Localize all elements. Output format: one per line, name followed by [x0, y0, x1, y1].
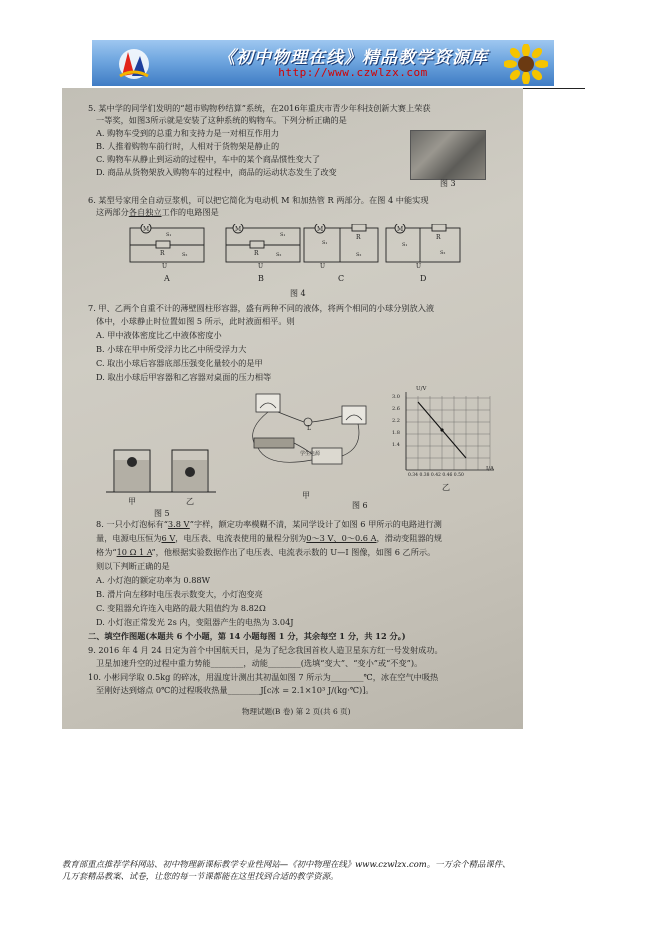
q8-option-d: D. 小灯泡正常发光 2s 内，变阻器产生的电热为 3.04J — [96, 617, 294, 627]
svg-text:S₂: S₂ — [356, 252, 362, 258]
graph-y-tick: 2.2 — [392, 418, 400, 424]
circuit-b-label: B — [258, 274, 264, 283]
q7-option-a: A. 甲中液体密度比乙中液体密度小 — [96, 330, 222, 340]
q8-stem-3: 格为“10 Ω 1 A”，他根据实验数据作出了电压表、电流表示数的 U—I 图像，如图 6 乙所示。 — [96, 547, 436, 557]
svg-text:S₁: S₁ — [322, 240, 328, 246]
svg-text:S₂: S₂ — [182, 252, 188, 258]
graph-y-tick: 2.6 — [392, 406, 400, 412]
graph-y-tick: 1.4 — [392, 442, 400, 448]
student-power-supply-label: 学生电源 — [300, 451, 321, 457]
figure-5-label-yi: 乙 — [186, 497, 194, 506]
q7-option-c: C. 取出小球后容器底部压强变化量较小的是甲 — [96, 358, 263, 368]
figure-6-circuit — [238, 388, 383, 490]
q8-stem-2: 量，电源电压恒为6 V，电压表、电流表使用的量程分别为0～3 V、0～0.6 A，滑动变阻器的规 — [96, 533, 443, 543]
figure-6-label-yi: 乙 — [442, 483, 450, 492]
svg-text:S₁: S₁ — [402, 242, 408, 248]
q8-option-b: B. 滑片向左移时电压表示数变大，小灯泡变亮 — [96, 589, 263, 599]
circuit-c-diagram — [300, 224, 382, 268]
banner-title: 《初中物理在线》精品教学资源库 — [218, 48, 488, 68]
circuit-a-label: A — [164, 274, 170, 283]
q6-stem-2: 这两部分各自独立工作的电路图是 — [96, 207, 219, 217]
svg-text:S₂: S₂ — [276, 252, 282, 258]
figure-4-caption: 图 4 — [290, 289, 306, 298]
graph-y-tick: 1.8 — [392, 430, 400, 436]
svg-text:M: M — [397, 226, 404, 233]
graph-y-tick: 3.0 — [392, 394, 400, 400]
sunflower-icon — [504, 44, 548, 84]
svg-text:U: U — [162, 263, 168, 268]
svg-text:R: R — [436, 234, 441, 241]
circuit-d-diagram — [382, 224, 464, 268]
site-footer — [62, 858, 602, 882]
svg-text:S₁: S₁ — [280, 232, 286, 238]
banner-url[interactable]: http://www.czwlzx.com — [278, 66, 428, 79]
footer-line-2: 几万套精品教案、试卷，让您的每一节课都能在这里找到合适的教学资源。 — [62, 871, 339, 881]
svg-text:R: R — [356, 234, 361, 241]
q5-option-a: A. 购物车受到的总重力和支持力是一对相互作用力 — [96, 128, 280, 138]
scanned-exam-page — [62, 88, 523, 729]
q8-stem-4: 则以下判断正确的是 — [96, 561, 170, 571]
site-logo-icon — [114, 46, 154, 80]
q7-option-d: D. 取出小球后甲容器和乙容器对桌面的压力相等 — [96, 372, 272, 382]
q5-option-b: B. 人推着购物车前行时，人相对于货物架是静止的 — [96, 141, 280, 151]
graph-x-axis-label: I/A — [486, 466, 494, 472]
footer-line-1: 教育部重点推荐学科网站、初中物理新课标教学专业性网站—《初中物理在线》www.czwlzx.com。一万余个精品课件、 — [62, 859, 511, 869]
q8-option-a: A. 小灯泡的额定功率为 0.88W — [96, 575, 211, 585]
figure-5-label-jia: 甲 — [128, 497, 136, 506]
q7-stem-1: 7. 甲、乙两个自重不计的薄壁圆柱形容器，盛有两种不同的液体，将两个相同的小球分别放入液 — [88, 303, 435, 313]
svg-text:M: M — [317, 226, 324, 233]
lamp-label: L — [307, 425, 311, 432]
svg-text:M: M — [235, 226, 242, 233]
figure-3-caption: 图 3 — [440, 179, 456, 188]
graph-y-axis-label: U/V — [416, 386, 427, 392]
figure-6-caption: 图 6 — [352, 501, 368, 510]
svg-text:U: U — [320, 263, 326, 268]
q8-stem-1: 8. 一只小灯泡标有“3.8 V”字样，额定功率模糊不清，某同学设计了如图 6 甲所示的电路进行测 — [96, 519, 442, 529]
section-2-heading: 二、填空作图题(本题共 6 个小题，第 14 小题每图 1 分，其余每空 1 分，共 12 分。) — [88, 631, 406, 641]
figure-5-containers — [106, 438, 216, 500]
q7-option-b: B. 小球在甲中所受浮力比乙中所受浮力大 — [96, 344, 247, 354]
q10-line-2: 至刚好达到熔点 0℃的过程吸收热量________J[c冰 = 2.1×10³ J/(kg·℃)]。 — [96, 685, 374, 695]
circuit-d-label: D — [420, 274, 427, 283]
q5-stem-1: 5. 某中学的同学们发明的“超市购物秒结算”系统，在2016年重庆市青少年科技创新大赛上荣获 — [88, 103, 431, 113]
svg-text:R: R — [254, 250, 259, 257]
motor-symbol: M — [143, 226, 150, 233]
q6-stem-1: 6. 某型号家用全自动豆浆机，可以把它简化为电动机 M 和加热管 R 两部分。在图 4 中能实现 — [88, 195, 429, 205]
figure-6-label-jia: 甲 — [302, 491, 310, 500]
q8-option-c: C. 变阻器允许连入电路的最大阻值约为 8.82Ω — [96, 603, 266, 613]
q9-line-2: 卫星加速升空的过程中重力势能________，动能________(选填“变大”、“变小”或“不变”)。 — [96, 658, 423, 668]
svg-text:S₂: S₂ — [440, 250, 446, 256]
resistor-symbol: R — [160, 250, 165, 257]
exam-page-footer: 物理试题(B 卷) 第 2 页(共 6 页) — [242, 707, 351, 716]
figure-5-caption: 图 5 — [154, 509, 170, 518]
graph-x-ticks: 0.34 0.38 0.42 0.46 0.50 — [408, 473, 464, 478]
circuit-b-diagram — [222, 224, 304, 268]
circuit-c-label: C — [338, 274, 345, 283]
circuit-a-diagram — [126, 224, 208, 268]
svg-text:U: U — [258, 263, 264, 268]
q9-line-1: 9. 2016 年 4 月 24 日定为首个中国航天日，是为了纪念我国首枚人造卫星东方红一号发射成功。 — [88, 645, 443, 655]
q5-stem-2: 一等奖，如图3所示就是安装了这种系统的购物车。下列分析正确的是 — [96, 115, 347, 125]
q7-stem-2: 体中，小球静止时位置如图 5 所示，此时液面相平。则 — [96, 316, 295, 326]
figure-3-shopping-cart-photo — [410, 130, 486, 180]
svg-text:S₁: S₁ — [166, 232, 172, 238]
q5-option-c: C. 购物车从静止到运动的过程中，车中的某个商品惯性变大了 — [96, 154, 321, 164]
figure-6-ui-graph — [392, 388, 498, 486]
q10-line-1: 10. 小彬同学取 0.5kg 的碎冰，用温度计测出其初温如图 7 所示为________℃，冰在空气中吸热 — [88, 672, 439, 682]
svg-text:U: U — [416, 263, 422, 268]
header-banner — [92, 40, 554, 86]
q5-option-d: D. 商品从货物架放入购物车的过程中，商品的运动状态发生了改变 — [96, 167, 337, 177]
